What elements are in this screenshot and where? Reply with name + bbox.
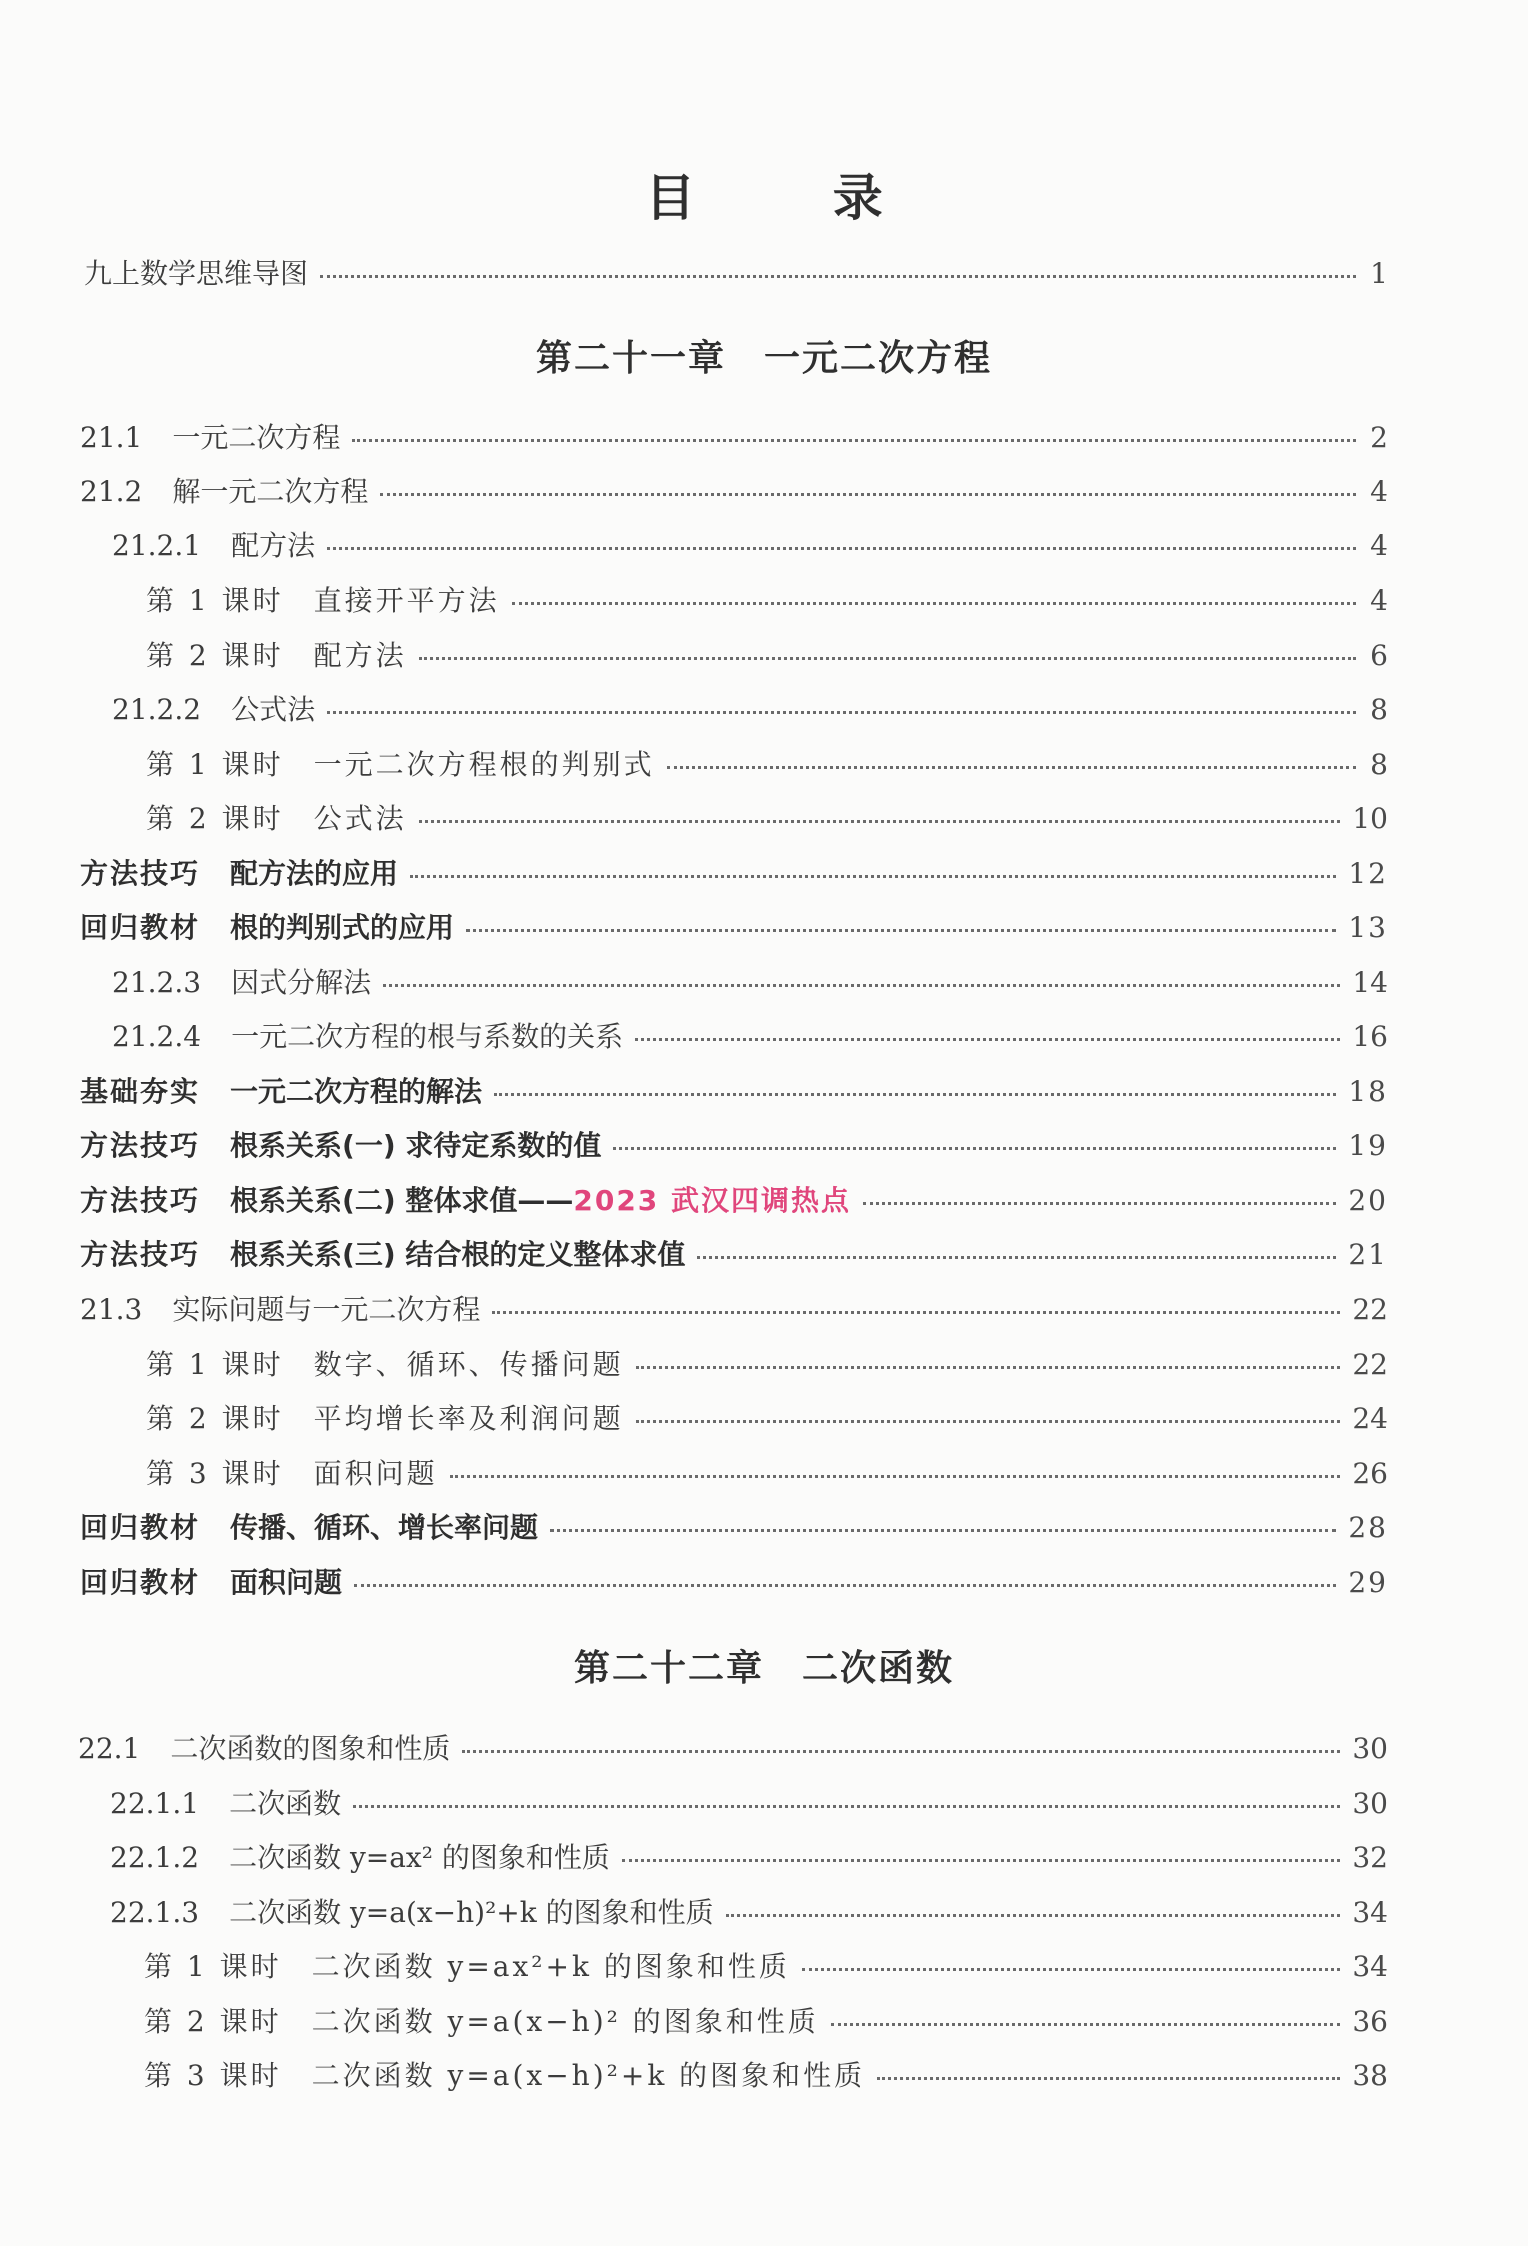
entry-number: 21.3: [80, 1293, 143, 1326]
entry-label: 二次函数 y=a(x−h)²+k 的图象和性质: [229, 1896, 714, 1929]
chapter-title: 二次函数: [802, 1647, 955, 1689]
toc-entry[interactable]: [146, 579, 1388, 619]
entry-label: 配方法: [231, 529, 316, 562]
toc-entry[interactable]: [144, 2054, 1388, 2094]
entry-label: 根的判别式的应用: [230, 911, 455, 944]
entry-label: 公式法: [313, 802, 407, 835]
toc-entry[interactable]: [112, 961, 1388, 1001]
dot-leader: [354, 1584, 1336, 1587]
entry-tag: 回归教材: [80, 911, 201, 944]
entry-label: 二次函数 y=a(x−h)² 的图象和性质: [311, 2005, 819, 2038]
toc-entry[interactable]: [110, 1782, 1388, 1822]
page-number: 22: [1352, 1293, 1388, 1326]
entry-label: 根系关系(三) 结合根的定义整体求值: [230, 1238, 686, 1271]
dot-leader: [380, 493, 1356, 496]
entry-number: 21.1: [80, 421, 143, 454]
page-number: 38: [1352, 2059, 1388, 2092]
page-number: 4: [1370, 475, 1388, 508]
toc-entry[interactable]: [80, 1288, 1388, 1328]
chapter-number: 第二十一章: [535, 337, 726, 379]
page-number: 13: [1348, 911, 1388, 944]
dot-leader: [636, 1366, 1341, 1369]
toc-entry[interactable]: [112, 688, 1388, 728]
toc-entry-method[interactable]: [80, 852, 1388, 892]
dot-leader: [550, 1529, 1336, 1532]
page-number: 19: [1348, 1129, 1388, 1162]
entry-tag: 方法技巧: [80, 1238, 201, 1271]
toc-entry[interactable]: [112, 524, 1388, 564]
dot-leader: [462, 1750, 1340, 1753]
entry-number: 21.2.2: [112, 693, 202, 726]
toc-entry-basics[interactable]: [80, 1070, 1388, 1110]
entry-number: 第 2 课时: [146, 1402, 284, 1435]
entry-number: 第 2 课时: [146, 802, 284, 835]
page-number: 10: [1352, 802, 1388, 835]
entry-tag: 回归教材: [80, 1566, 201, 1599]
toc-entry[interactable]: [110, 1891, 1388, 1931]
entry-label: 配方法的应用: [230, 857, 399, 890]
dot-leader: [635, 1038, 1340, 1041]
page-number: 8: [1370, 748, 1388, 781]
toc-entry[interactable]: [144, 2000, 1388, 2040]
dot-leader: [327, 711, 1356, 714]
entry-number: 第 1 课时: [146, 748, 284, 781]
page-number: 22: [1352, 1348, 1388, 1381]
entry-label: 二次函数的图象和性质: [170, 1732, 451, 1765]
page-number: 20: [1348, 1184, 1388, 1217]
hot-topic-label: 2023 武汉四调热点: [573, 1184, 852, 1217]
page-number: 29: [1348, 1566, 1388, 1599]
toc-entry[interactable]: [80, 470, 1388, 510]
dot-leader: [410, 875, 1336, 878]
dot-leader: [667, 766, 1356, 769]
dot-leader: [697, 1256, 1336, 1259]
dot-leader: [636, 1420, 1341, 1423]
toc-entry[interactable]: [146, 1343, 1388, 1383]
entry-number: 21.2.1: [112, 529, 202, 562]
entry-label: 公式法: [231, 693, 316, 726]
toc-entry[interactable]: [146, 1452, 1388, 1492]
dot-leader: [419, 657, 1356, 660]
dot-leader: [512, 602, 1356, 605]
toc-entry[interactable]: [78, 1727, 1388, 1767]
entry-label: 一元二次方程的解法: [230, 1075, 483, 1108]
entry-tag: 方法技巧: [80, 1184, 201, 1217]
page-title: 目 录: [645, 168, 943, 227]
page-number: 28: [1348, 1511, 1388, 1544]
toc-entry[interactable]: [110, 1836, 1388, 1876]
entry-label: 平均增长率及利润问题: [313, 1402, 624, 1435]
chapter-heading-21: [0, 330, 1528, 381]
entry-label: 数字、循环、传播问题: [313, 1348, 624, 1381]
entry-number: 21.2.4: [112, 1020, 202, 1053]
chapter-number: 第二十二章: [573, 1647, 764, 1689]
page-number: 34: [1352, 1950, 1388, 1983]
entry-label: 一元二次方程根的判别式: [313, 748, 655, 781]
entry-label: 根系关系(二) 整体求值——: [230, 1184, 574, 1217]
page-number: 26: [1352, 1457, 1388, 1490]
dot-leader: [419, 820, 1341, 823]
page-number: 2: [1370, 421, 1388, 454]
chapter-title: 一元二次方程: [764, 337, 993, 379]
entry-number: 第 3 课时: [146, 1457, 284, 1490]
entry-number: 第 1 课时: [146, 1348, 284, 1381]
page-number: 8: [1370, 693, 1388, 726]
dot-leader: [494, 1093, 1336, 1096]
dot-leader: [352, 439, 1356, 442]
entry-number: 22.1.2: [110, 1841, 200, 1874]
entry-tag: 方法技巧: [80, 857, 201, 890]
entry-number: 第 3 课时: [144, 2059, 282, 2092]
entry-label: 配方法: [313, 639, 407, 672]
page-number: 6: [1370, 639, 1388, 672]
dot-leader: [450, 1475, 1341, 1478]
chapter-heading-22: [0, 1640, 1528, 1691]
page-number: 4: [1370, 584, 1388, 617]
toc-entry[interactable]: [146, 743, 1388, 783]
entry-number: 22.1.1: [110, 1787, 200, 1820]
entry-number: 22.1.3: [110, 1896, 200, 1929]
dot-leader: [383, 984, 1340, 987]
entry-label: 九上数学思维导图: [84, 257, 309, 290]
entry-number: 21.2.3: [112, 966, 202, 999]
toc-entry[interactable]: [146, 797, 1388, 837]
entry-label: 根系关系(一) 求待定系数的值: [230, 1129, 602, 1162]
entry-label: 一元二次方程: [172, 421, 341, 454]
dot-leader: [466, 929, 1336, 932]
page-number: 1: [1370, 257, 1388, 290]
dot-leader: [320, 275, 1356, 278]
entry-tag: 基础夯实: [80, 1075, 201, 1108]
toc-entry-method[interactable]: [80, 1233, 1388, 1273]
entry-label: 面积问题: [230, 1566, 343, 1599]
entry-label: 面积问题: [313, 1457, 438, 1490]
page-number: 21: [1348, 1238, 1388, 1271]
toc-entry-textbook[interactable]: [80, 906, 1388, 946]
entry-label: 解一元二次方程: [172, 475, 369, 508]
dot-leader: [726, 1914, 1341, 1917]
entry-number: 第 2 课时: [146, 639, 284, 672]
entry-label: 二次函数 y=ax² 的图象和性质: [229, 1841, 610, 1874]
page-number: 36: [1352, 2005, 1388, 2038]
toc-entry[interactable]: [146, 634, 1388, 674]
toc-entry[interactable]: [112, 1015, 1388, 1055]
dot-leader: [492, 1311, 1340, 1314]
page-number: 18: [1348, 1075, 1388, 1108]
dot-leader: [613, 1147, 1336, 1150]
dot-leader: [831, 2023, 1341, 2026]
entry-label: 一元二次方程的根与系数的关系: [231, 1020, 624, 1053]
page-number: 14: [1352, 966, 1388, 999]
entry-label: 二次函数 y=a(x−h)²+k 的图象和性质: [311, 2059, 866, 2092]
entry-number: 21.2: [80, 475, 143, 508]
toc-entry[interactable]: [144, 1945, 1388, 1985]
entry-label: 二次函数: [229, 1787, 342, 1820]
dot-leader: [802, 1968, 1341, 1971]
page-number: 32: [1352, 1841, 1388, 1874]
page-number: 16: [1352, 1020, 1388, 1053]
page-number: 4: [1370, 529, 1388, 562]
toc-entry-textbook[interactable]: [80, 1506, 1388, 1546]
dot-leader: [353, 1805, 1340, 1808]
dot-leader: [327, 547, 1356, 550]
entry-number: 22.1: [78, 1732, 141, 1765]
toc-entry-textbook[interactable]: [80, 1561, 1388, 1601]
toc-entry[interactable]: [146, 1397, 1388, 1437]
page-number: 34: [1352, 1896, 1388, 1929]
entry-label: 传播、循环、增长率问题: [230, 1511, 539, 1544]
entry-label: 二次函数 y=ax²+k 的图象和性质: [311, 1950, 790, 1983]
entry-label: 直接开平方法: [313, 584, 500, 617]
dot-leader: [877, 2077, 1340, 2080]
dot-leader: [622, 1859, 1341, 1862]
toc-entry-method[interactable]: [80, 1179, 1388, 1219]
entry-number: 第 1 课时: [144, 1950, 282, 1983]
dot-leader: [863, 1202, 1336, 1205]
page-number: 12: [1348, 857, 1388, 890]
toc-entry-method[interactable]: [80, 1124, 1388, 1164]
entry-number: 第 2 课时: [144, 2005, 282, 2038]
entry-number: 第 1 课时: [146, 584, 284, 617]
page-number: 30: [1352, 1787, 1388, 1820]
toc-entry[interactable]: [80, 416, 1388, 456]
page-number: 24: [1352, 1402, 1388, 1435]
entry-label: 实际问题与一元二次方程: [172, 1293, 481, 1326]
entry-tag: 回归教材: [80, 1511, 201, 1544]
page-number: 30: [1352, 1732, 1388, 1765]
toc-entry-mindmap[interactable]: [84, 252, 1388, 292]
entry-label: 因式分解法: [231, 966, 372, 999]
entry-tag: 方法技巧: [80, 1129, 201, 1162]
